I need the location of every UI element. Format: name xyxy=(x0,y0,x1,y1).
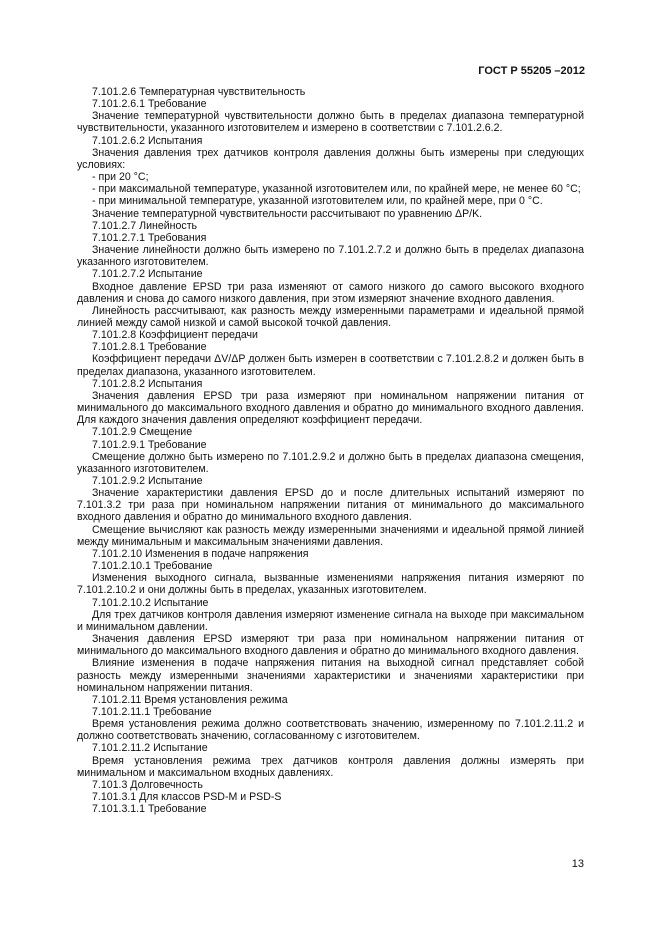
body-paragraph: Влияние изменения в подаче напряжения питания на выходной сигнал представляет собой разность между измеренными значениями характеристики и значениями характеристики при номинальном напряжении питания. xyxy=(77,657,584,694)
section-heading: 7.101.2.6.2 Испытания xyxy=(92,134,203,147)
section-heading: 7.101.3 Долговечность xyxy=(92,778,203,791)
body-paragraph: Изменения выходного сигнала, вызванные изменениями напряжения питания измеряют по 7.101.2.10.2 и они должны быть в пределах, указанных изготовителем. xyxy=(77,572,584,597)
body-paragraph: Значения давления EPSD измеряют три раза при номинальном напряжении питания от минимального до максимального входного давления и обратно до минимального входного давления. xyxy=(77,633,584,658)
section-heading: 7.101.3.1.1 Требование xyxy=(92,803,207,816)
section-heading: 7.101.2.10.1 Требование xyxy=(92,560,213,573)
list-item: - при максимальной температуре, указанной изготовителем или, по крайней мере, не менее 60 °С; xyxy=(92,183,581,196)
section-heading: 7.101.2.7.2 Испытание xyxy=(92,268,203,281)
body-paragraph: Значение линейности должно быть измерено по 7.101.2.7.2 и должно быть в пределах диапазона указанного изготовителем. xyxy=(77,244,584,269)
body-paragraph: Для трех датчиков контроля давления измеряют изменение сигнала на выходе при максимальном и минимальном давлении. xyxy=(77,608,584,633)
body-paragraph: Время установления режима трех датчиков контроля давления должны измерять при минимальном и максимальном входных давлениях. xyxy=(77,754,584,779)
section-heading: 7.101.2.9.1 Требование xyxy=(92,438,207,451)
body-paragraph: Время установления режима должно соответствовать значению, измеренному по 7.101.2.11.2 и должно соответствовать значению, согласованному с изготовителем. xyxy=(77,718,584,743)
page-number: 13 xyxy=(571,858,584,870)
section-heading: 7.101.2.6 Температурная чувствительность xyxy=(92,86,306,98)
section-heading: 7.101.2.9 Смещение xyxy=(92,426,193,439)
list-item: - при минимальной температуре, указанной изготовителем или, по крайней мере, при 0 °С. xyxy=(92,195,543,208)
section-heading: 7.101.2.11 Время установления режима xyxy=(92,693,288,706)
section-heading: 7.101.2.10 Изменения в подаче напряжения xyxy=(92,547,309,560)
body-paragraph: Смещение должно быть измерено по 7.101.2.9.2 и должно быть в пределах диапазона смещения, указанного изготовителем. xyxy=(77,450,584,475)
section-heading: 7.101.2.10.2 Испытание xyxy=(92,596,209,609)
body-paragraph: Значение температурной чувствительности рассчитывают по уравнению ΔP/K. xyxy=(92,207,483,220)
body-paragraph: Значения давления трех датчиков контроля давления должны быть измерены при следующих условиях: xyxy=(77,146,584,171)
body-paragraph: Линейность рассчитывают, как разность между измеренными параметрами и идеальной прямой линией между самой низкой и самой высокой точкой давления. xyxy=(77,304,584,329)
body-paragraph: Значение характеристики давления EPSD до и после длительных испытаний измеряют по 7.101.3.2 три раза при номинальном напряжении питания от минимального до максимального входного давления и обратно до минимального входного давления. xyxy=(77,487,584,524)
list-item: - при 20 °С; xyxy=(92,171,149,184)
section-heading: 7.101.3.1 Для классов PSD-M и PSD-S xyxy=(92,791,282,804)
document-header: ГОСТ Р 55205 –2012 xyxy=(478,65,585,77)
section-heading: 7.101.2.7.1 Требования xyxy=(92,231,207,244)
body-paragraph: Смещение вычисляют как разность между измеренными значениями и идеальной прямой линией между минимальным и максимальным значениями давления. xyxy=(77,523,584,548)
section-heading: 7.101.2.8 Коэффициент передачи xyxy=(92,329,258,342)
section-heading: 7.101.2.11.1 Требование xyxy=(92,705,212,718)
section-heading: 7.101.2.8.2 Испытания xyxy=(92,377,203,390)
document-body xyxy=(77,86,584,815)
section-heading: 7.101.2.8.1 Требование xyxy=(92,341,207,354)
body-paragraph: Входное давление EPSD три раза изменяют от самого низкого до самого высокого входного давления и снова до самого низкого давления, при этом измеряют значение входного давления. xyxy=(77,280,584,305)
body-paragraph: Значение температурной чувствительности должно быть в пределах диапазона температурной чувствительности, указанного изготовителем и измерено в соответствии с 7.101.2.6.2. xyxy=(77,110,584,135)
section-heading: 7.101.2.9.2 Испытание xyxy=(92,475,203,487)
section-heading: 7.101.2.7 Линейность xyxy=(92,219,198,232)
section-heading: 7.101.2.6.1 Требование xyxy=(92,98,207,111)
body-paragraph: Коэффициент передачи ΔV/ΔP должен быть измерен в соответствии с 7.101.2.8.2 и должен быть в пределах диапазона, указанного изготовителем. xyxy=(77,353,584,378)
body-paragraph: Значения давления EPSD три раза измеряют при номинальном напряжении питания от минимального до максимального входного давления и обратно до минимального входного давления. Для каждого значения давления определяют коэффициент передачи. xyxy=(77,389,584,427)
section-heading: 7.101.2.11.2 Испытание xyxy=(92,742,208,755)
